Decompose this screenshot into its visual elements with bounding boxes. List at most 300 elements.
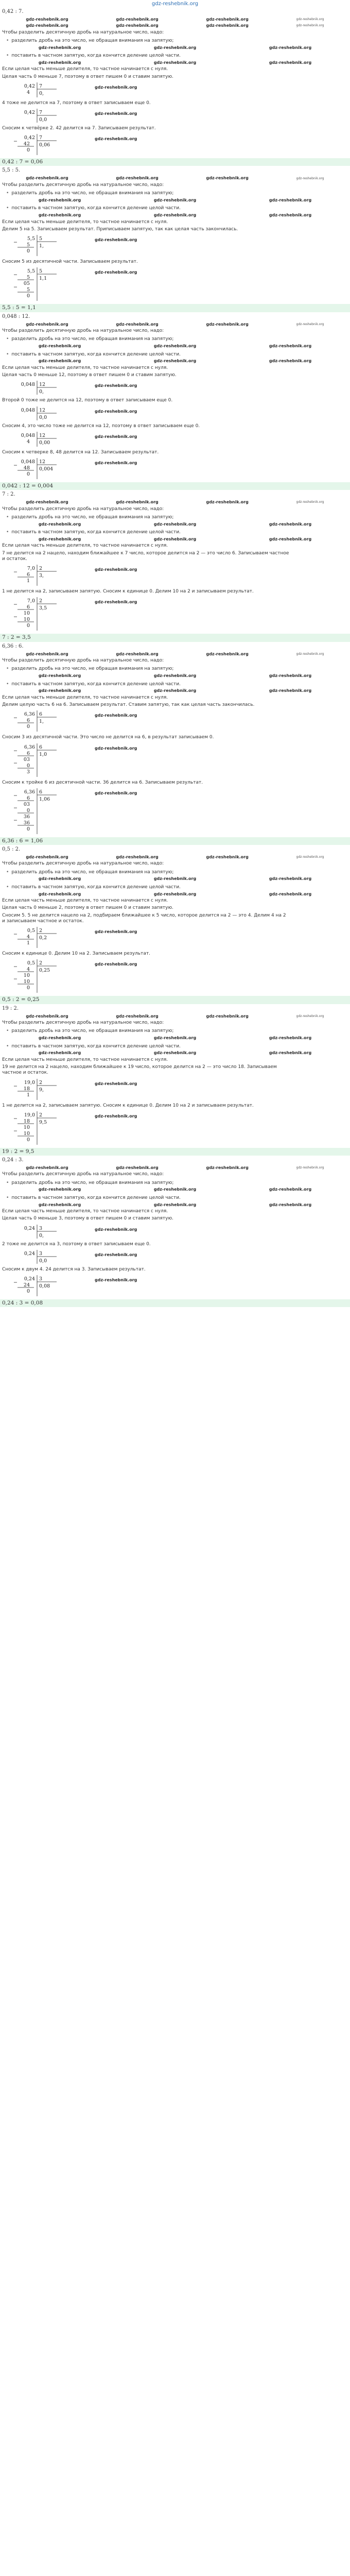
watermark-row — [2, 1036, 348, 1041]
dividend: 0,5 — [27, 960, 35, 967]
remainder: 0 — [26, 623, 30, 629]
answer: 5,5 : 5 = 1,1 — [0, 304, 350, 312]
step-text: Сносим к единице 0. Делим 10 на 2. Записываем результат. — [2, 951, 150, 957]
watermark-text: gdz-reshebnik.org — [153, 673, 197, 678]
subtrahend: 5 — [26, 287, 30, 293]
remainder: 0 — [26, 293, 30, 299]
subtrahend: 10 — [23, 1130, 30, 1137]
problem-title: 0,24 : 3. — [2, 1157, 24, 1163]
watermark-text: gdz-reshebnik.org — [95, 1252, 137, 1257]
watermark-text: gdz-reshebnik.org — [269, 1036, 312, 1040]
watermark-text: gdz-reshebnik.org — [38, 673, 81, 678]
divisor: 2 — [39, 928, 43, 934]
watermark-text: gdz-reshebnik.org — [26, 321, 68, 327]
step-text: Сносим 3 из десятичной части. Это число не делится на 6, в результат записываем 0. — [2, 735, 214, 740]
watermark-text: gdz-reshebnik.org — [26, 1013, 68, 1019]
step-text: Делим целую часть 6 на 6. Записываем результат. Ставим запятую, так как целая часть закончилась. — [2, 702, 255, 707]
rule-item: • поставить в частном запятую, когда кончится деление целой части. — [6, 352, 294, 358]
watermark-row — [2, 176, 348, 181]
rule-item: • разделить дробь на это число, не обращая внимания на запятую; — [6, 1028, 294, 1034]
subtrahend: 42 — [23, 141, 30, 147]
watermark-row — [2, 1187, 348, 1193]
watermark-text: gdz-reshebnik.org — [116, 651, 159, 656]
watermark-row — [2, 651, 348, 657]
watermark-text: gdz-reshebnik.org — [38, 1202, 81, 1207]
division-column — [12, 1111, 74, 1146]
answer: 0,42 : 7 = 0,06 — [0, 158, 350, 166]
division-column — [12, 959, 74, 994]
remainder: 0 — [26, 471, 30, 477]
minus-sign: − — [13, 1128, 18, 1134]
watermark-text: gdz-reshebnik.org — [269, 60, 312, 65]
quotient: 9, — [39, 1087, 44, 1093]
watermark-text: gdz-reshebnik.org — [206, 1165, 249, 1170]
long-division — [12, 380, 348, 396]
step-text: 2 тоже не делится на 3, поэтому в ответ записываем еще 0. — [2, 1241, 151, 1247]
watermark-text: gdz-reshebnik.org — [38, 688, 81, 693]
quotient: 1, — [39, 243, 44, 249]
watermark-text: gdz-reshebnik.org — [296, 24, 324, 28]
subtrahend: 6 — [26, 718, 30, 724]
watermark-text: gdz-reshebnik.org — [95, 1113, 137, 1118]
step-text: 19 не делится на 2 нацело, находим ближайшее к 19 число, которое делится на 2 — это число 18. Записываем частное и остаток. — [2, 1064, 277, 1076]
dividend: 0,048 — [21, 459, 35, 465]
division-column — [12, 267, 74, 302]
watermark-text: gdz-reshebnik.org — [153, 197, 197, 202]
divisor: 6 — [39, 744, 43, 750]
divisor: 7 — [39, 135, 43, 141]
division-column — [12, 1078, 74, 1101]
watermark-row — [2, 197, 348, 203]
watermark-text: gdz-reshebnik.org — [296, 855, 324, 859]
division-column — [12, 710, 74, 733]
step-text: Сносим к двум 4. 24 делится на 3. Записываем результат. — [2, 1266, 146, 1272]
watermark-text: gdz-reshebnik.org — [26, 176, 68, 181]
remainder: 1 — [26, 940, 30, 946]
long-division — [12, 82, 348, 98]
minus-sign: − — [13, 748, 18, 754]
watermark-text: gdz-reshebnik.org — [296, 322, 324, 326]
step-text: Делим 5 на 5. Записываем результат. Приписываем запятую, так как целая часть закончилась. — [2, 226, 238, 232]
watermark-text: gdz-reshebnik.org — [38, 891, 81, 896]
watermark-row — [2, 536, 348, 542]
step-text: Сносим к четвёрке 2. 42 делится на 7. Записываем результат. — [2, 126, 156, 131]
watermark-text: gdz-reshebnik.org — [95, 929, 137, 935]
remainder: 3 — [26, 769, 30, 775]
watermark-text: gdz-reshebnik.org — [269, 359, 312, 364]
rule-intro: Чтобы разделить десятичную дробь на натуральное число, надо: — [2, 506, 164, 512]
quotient: 0,0 — [39, 1258, 47, 1264]
minus-sign: − — [13, 284, 18, 291]
problem-title: 7 : 2. — [2, 492, 15, 498]
step-text: Сносим 4, это число тоже не делится на 12, поэтому в ответ записываем еще 0. — [2, 423, 200, 429]
watermark-text: gdz-reshebnik.org — [269, 1050, 312, 1056]
watermark-text: gdz-reshebnik.org — [116, 23, 159, 28]
divisor: 12 — [39, 432, 46, 438]
watermark-text: gdz-reshebnik.org — [95, 238, 137, 243]
remainder: 0 — [26, 1289, 30, 1295]
long-division — [12, 234, 348, 257]
dividend: 0,42 — [24, 83, 35, 89]
quotient: 1,1 — [39, 276, 47, 282]
problem-title: 19 : 2. — [2, 1005, 19, 1011]
division-column — [12, 457, 74, 480]
dividend: 0,42 — [24, 110, 35, 115]
subtrahend: 6 — [26, 572, 30, 578]
remainder: 0 — [26, 985, 30, 991]
watermark-text: gdz-reshebnik.org — [26, 1165, 68, 1170]
watermark-text: gdz-reshebnik.org — [269, 673, 312, 678]
watermark-row — [2, 60, 348, 65]
remainder: 0 — [26, 1137, 30, 1143]
subtrahend: 6 — [26, 795, 30, 801]
minus-sign: − — [13, 240, 18, 246]
minus-sign: − — [13, 931, 18, 938]
minus-sign: − — [13, 602, 18, 608]
rule-zero: Если целая часть меньше делителя, то частное начинается с нуля. — [2, 898, 168, 904]
divisor: 2 — [39, 566, 43, 572]
watermark-row — [2, 1165, 348, 1171]
minus-sign: − — [13, 964, 18, 970]
minus-sign: − — [13, 805, 18, 811]
rule-zero: Если целая часть меньше делителя, то частное начинается с нуля. — [2, 543, 168, 549]
divisor: 3 — [39, 1276, 43, 1282]
step-text: Сносим к четверке 8, 48 делится на 12. Записываем результат. — [2, 449, 159, 455]
watermark-text: gdz-reshebnik.org — [269, 197, 312, 202]
dividend: 0,048 — [21, 432, 35, 438]
divisor: 7 — [39, 110, 43, 115]
dividend: 7,0 — [27, 598, 35, 604]
remainder: 1 — [26, 1092, 30, 1098]
watermark-text: gdz-reshebnik.org — [153, 45, 197, 50]
step-text: 1 не делится на 2, записываем запятую. Сносим к единице 0. Делим 10 на 2 и записываем результат. — [2, 589, 254, 595]
watermark-text: gdz-reshebnik.org — [95, 745, 137, 751]
step-text: Сносим 5 из десятичной части. Записываем результат. — [2, 259, 138, 265]
long-division — [12, 133, 348, 156]
rule-intro: Чтобы разделить десятичную дробь на натуральное число, надо: — [2, 1172, 164, 1177]
remainder: 4 — [26, 89, 30, 95]
minus-sign: − — [13, 614, 18, 620]
watermark-text: gdz-reshebnik.org — [38, 521, 81, 527]
watermark-row — [2, 321, 348, 327]
watermark-text: gdz-reshebnik.org — [153, 688, 197, 693]
watermark-text: gdz-reshebnik.org — [153, 1036, 197, 1040]
problem-title: 5,5 : 5. — [2, 167, 21, 174]
divisor: 12 — [39, 407, 46, 413]
remainder: 36 — [23, 814, 30, 820]
rule-zero: Если целая часть меньше делителя, то частное начинается с нуля. — [2, 66, 168, 72]
watermark-row — [2, 521, 348, 527]
watermark-row — [2, 1050, 348, 1056]
dividend: 0,24 — [24, 1250, 35, 1257]
divisor: 5 — [39, 268, 43, 275]
watermark-text: gdz-reshebnik.org — [26, 17, 68, 22]
division-column — [12, 926, 74, 949]
watermark-text: gdz-reshebnik.org — [38, 344, 81, 348]
watermark-text: gdz-reshebnik.org — [296, 500, 324, 504]
long-division — [12, 710, 348, 733]
watermark-row — [2, 1202, 348, 1208]
dividend: 0,048 — [21, 407, 35, 413]
step-text: Второй 0 тоже не делится на 12, поэтому в ответ записываем еще 0. — [2, 398, 173, 403]
answer: 0,24 : 3 = 0,08 — [0, 1299, 350, 1307]
dividend: 19,0 — [24, 1112, 35, 1118]
minus-sign: − — [13, 976, 18, 982]
long-division — [12, 743, 348, 778]
watermark-text: gdz-reshebnik.org — [38, 45, 81, 50]
division-column — [12, 133, 74, 156]
rule-intro: Чтобы разделить десятичную дробь на натуральное число, надо: — [2, 658, 164, 663]
problem-title: 6,36 : 6. — [2, 643, 24, 649]
subtrahend: 18 — [23, 1118, 30, 1124]
watermark-row — [2, 359, 348, 364]
rule-zero: Если целая часть меньше делителя, то частное начинается с нуля. — [2, 694, 168, 700]
subtrahend: 10 — [23, 979, 30, 985]
quotient: 3, — [39, 573, 44, 579]
watermark-text: gdz-reshebnik.org — [95, 713, 137, 718]
rule-intro: Чтобы разделить десятичную дробь на натуральное число, надо: — [2, 861, 164, 867]
long-division — [12, 788, 348, 835]
watermark-text: gdz-reshebnik.org — [269, 536, 312, 541]
watermark-text: gdz-reshebnik.org — [153, 521, 197, 527]
quotient: 9,5 — [39, 1119, 47, 1125]
watermark-text: gdz-reshebnik.org — [26, 854, 68, 859]
divisor: 7 — [39, 83, 43, 89]
dividend: 7,0 — [27, 566, 35, 572]
answer: 7 : 2 = 3,5 — [0, 634, 350, 641]
watermark-text: gdz-reshebnik.org — [26, 651, 68, 656]
divisor: 2 — [39, 598, 43, 604]
long-division — [12, 1111, 348, 1146]
long-division — [12, 267, 348, 302]
watermark-text: gdz-reshebnik.org — [95, 383, 137, 388]
watermark-row — [2, 673, 348, 679]
rule-item: • поставить в частном запятую, когда кончится деление целой части. — [6, 885, 294, 890]
rule-intro: Чтобы разделить десятичную дробь на натуральное число, надо: — [2, 182, 164, 188]
dividend: 0,24 — [24, 1225, 35, 1231]
division-column — [12, 234, 74, 257]
watermark-text: gdz-reshebnik.org — [269, 876, 312, 882]
answer: 0,5 : 2 = 0,25 — [0, 996, 350, 1004]
watermark-text: gdz-reshebnik.org — [206, 23, 249, 28]
watermark-text: gdz-reshebnik.org — [95, 567, 137, 572]
rule-zero: Если целая часть меньше делителя, то частное начинается с нуля. — [2, 1057, 168, 1062]
watermark-row — [2, 876, 348, 882]
watermark-row — [2, 688, 348, 694]
division-column — [12, 1249, 74, 1264]
rule-item: • поставить в частном запятую, когда кончится деление целой части. — [6, 530, 294, 535]
long-division — [12, 597, 348, 632]
dividend: 6,36 — [24, 789, 35, 795]
watermark-text: gdz-reshebnik.org — [116, 500, 159, 505]
minus-sign: − — [13, 1083, 18, 1089]
division-column — [12, 406, 74, 420]
zero-note: Целая часть 0 меньше 2, поэтому в ответ пишем 0 и ставим запятую. — [2, 905, 173, 911]
rule-item: • разделить дробь на это число, не обращая внимания на запятую; — [6, 336, 294, 342]
watermark-text: gdz-reshebnik.org — [95, 137, 137, 142]
quotient: 0,00 — [39, 439, 50, 446]
watermark-text: gdz-reshebnik.org — [153, 213, 197, 218]
divisor: 3 — [39, 1225, 43, 1231]
watermark-text: gdz-reshebnik.org — [269, 891, 312, 896]
watermark-text: gdz-reshebnik.org — [296, 1166, 324, 1170]
problem-title: 0,42 : 7. — [2, 9, 24, 14]
quotient: 0, — [39, 90, 44, 96]
subtrahend: 6 — [26, 604, 30, 611]
watermark-text: gdz-reshebnik.org — [153, 359, 197, 364]
watermark-text: gdz-reshebnik.org — [269, 344, 312, 348]
watermark-text: gdz-reshebnik.org — [38, 1187, 81, 1192]
watermark-row — [2, 854, 348, 860]
quotient: 0, — [39, 389, 44, 395]
watermark-text: gdz-reshebnik.org — [26, 23, 68, 28]
rule-item: • разделить дробь на это число, не обращая внимания на запятую; — [6, 38, 294, 44]
division-column — [12, 564, 74, 587]
watermark-text: gdz-reshebnik.org — [95, 1227, 137, 1232]
division-column — [12, 108, 74, 123]
answer: 0,042 : 12 = 0,004 — [0, 482, 350, 490]
division-column — [12, 380, 74, 395]
remainder: 03 — [23, 756, 30, 762]
dividend: 5,5 — [27, 268, 35, 275]
quotient: 3,5 — [39, 605, 47, 612]
long-division — [12, 926, 348, 949]
watermark-text: gdz-reshebnik.org — [38, 60, 81, 65]
rule-item: • поставить в частном запятую, когда кончится деление целой части. — [6, 53, 294, 59]
watermark-row — [2, 23, 348, 29]
watermark-text: gdz-reshebnik.org — [153, 344, 197, 348]
divisor: 2 — [39, 1079, 43, 1086]
quotient: 0,06 — [39, 142, 50, 148]
watermark-row — [2, 45, 348, 50]
subtrahend: 48 — [23, 465, 30, 471]
problem-title: 0,048 : 12. — [2, 313, 30, 319]
watermark-text: gdz-reshebnik.org — [153, 876, 197, 882]
zero-note: Целая часть 0 меньше 12, поэтому в ответ пишем 0 и ставим запятую. — [2, 372, 177, 378]
watermark-row — [2, 1013, 348, 1019]
watermark-text: gdz-reshebnik.org — [269, 213, 312, 218]
quotient: 0,08 — [39, 1283, 50, 1290]
rule-zero: Если целая часть меньше делителя, то частное начинается с нуля. — [2, 1209, 168, 1214]
divisor: 12 — [39, 382, 46, 388]
watermark-text: gdz-reshebnik.org — [206, 651, 249, 656]
watermark-text: gdz-reshebnik.org — [269, 688, 312, 693]
rule-intro: Чтобы разделить десятичную дробь на натуральное число, надо: — [2, 29, 164, 35]
watermark-text: gdz-reshebnik.org — [95, 270, 137, 275]
division-column — [12, 743, 74, 778]
step-text: Сносим к тройке 6 из десятичной части. 36 делится на 6. Записываем результат. — [2, 779, 203, 785]
minus-sign: − — [13, 715, 18, 721]
watermark-text: gdz-reshebnik.org — [269, 45, 312, 50]
remainder: 0 — [26, 826, 30, 832]
minus-sign: − — [13, 792, 18, 799]
subtrahend: 36 — [23, 820, 30, 826]
watermark-text: gdz-reshebnik.org — [269, 1187, 312, 1192]
remainder: 03 — [23, 801, 30, 807]
divisor: 12 — [39, 459, 46, 465]
subtrahend: 5 — [26, 242, 30, 248]
quotient: 0,25 — [39, 968, 50, 974]
rule-item: • разделить дробь на это число, не обращая внимания на запятую; — [6, 666, 294, 672]
watermark-text: gdz-reshebnik.org — [269, 1202, 312, 1207]
watermark-text: gdz-reshebnik.org — [95, 1081, 137, 1086]
dividend: 5,5 — [27, 236, 35, 242]
minus-sign: − — [13, 1115, 18, 1122]
minus-sign: − — [13, 272, 18, 278]
watermark-text: gdz-reshebnik.org — [116, 1165, 159, 1170]
remainder: 10 — [23, 1124, 30, 1130]
watermark-text: gdz-reshebnik.org — [206, 1013, 249, 1019]
rule-zero: Если целая часть меньше делителя, то частное начинается с нуля. — [2, 365, 168, 370]
divisor: 2 — [39, 1112, 43, 1118]
long-division — [12, 431, 348, 448]
subtrahend: 5 — [26, 275, 30, 281]
watermark-text: gdz-reshebnik.org — [38, 876, 81, 882]
watermark-text: gdz-reshebnik.org — [206, 321, 249, 327]
subtrahend: 4 — [26, 934, 30, 940]
watermark-text: gdz-reshebnik.org — [153, 891, 197, 896]
site-url[interactable]: gdz-reshebnik.org — [151, 1, 199, 7]
quotient: 0,2 — [39, 935, 47, 941]
watermark-text: gdz-reshebnik.org — [296, 1014, 324, 1018]
subtrahend: 10 — [23, 617, 30, 623]
rule-zero: Если целая часть меньше делителя, то частное начинается с нуля. — [2, 219, 168, 225]
division-column — [12, 1275, 74, 1297]
division-column — [12, 82, 74, 98]
watermark-text: gdz-reshebnik.org — [116, 176, 159, 181]
step-text: 1 не делится на 2, записываем запятую. Сносим к единице 0. Делим 10 на 2 и записываем результат. — [2, 1103, 254, 1108]
dividend: 0,048 — [21, 382, 35, 388]
quotient: 0,0 — [39, 117, 47, 123]
quotient: 1,0 — [39, 751, 47, 757]
watermark-text: gdz-reshebnik.org — [38, 197, 81, 202]
long-division — [12, 564, 348, 587]
dividend: 0,24 — [24, 1276, 35, 1282]
minus-sign: − — [13, 139, 18, 145]
rule-item: • поставить в частном запятую, когда кончится деление целой части. — [6, 682, 294, 687]
watermark-text: gdz-reshebnik.org — [38, 213, 81, 218]
divisor: 6 — [39, 711, 43, 718]
rule-item: • разделить дробь на это число, не обращая внимания на запятую; — [6, 1180, 294, 1186]
quotient: 0, — [39, 1232, 44, 1239]
long-division — [12, 457, 348, 480]
watermark-text: gdz-reshebnik.org — [38, 1036, 81, 1040]
subtrahend: 0 — [26, 807, 30, 814]
division-column — [12, 1224, 74, 1239]
divisor: 2 — [39, 960, 43, 967]
subtrahend: 0 — [26, 762, 30, 769]
remainder: 4 — [26, 438, 30, 445]
dividend: 0,42 — [24, 135, 35, 141]
watermark-row — [2, 891, 348, 897]
minus-sign: − — [13, 1280, 18, 1286]
watermark-text: gdz-reshebnik.org — [95, 434, 137, 439]
quotient: 1, — [39, 719, 44, 725]
watermark-row — [2, 500, 348, 505]
problem-title: 0,5 : 2. — [2, 846, 21, 852]
step-text: 7 не делится на 2 нацело, находим ближайшее к 7 число, которое делится на 2 — это число 6. Записываем частное и остаток. — [2, 550, 289, 562]
answer: 6,36 : 6 = 1,06 — [0, 837, 350, 845]
remainder: 10 — [23, 611, 30, 617]
step-text: Сносим 5. 5 не делится нацело на 2, подбираем ближайшее к 5 число, которое делится на 2 — это 4. Делим 4 на 2 и записываем частное и остаток. — [2, 912, 286, 924]
watermark-text: gdz-reshebnik.org — [206, 500, 249, 505]
watermark-text: gdz-reshebnik.org — [116, 1013, 159, 1019]
watermark-text: gdz-reshebnik.org — [206, 854, 249, 859]
minus-sign: − — [13, 760, 18, 766]
watermark-text: gdz-reshebnik.org — [296, 18, 324, 22]
watermark-text: gdz-reshebnik.org — [153, 1187, 197, 1192]
remainder: 0 — [26, 248, 30, 255]
